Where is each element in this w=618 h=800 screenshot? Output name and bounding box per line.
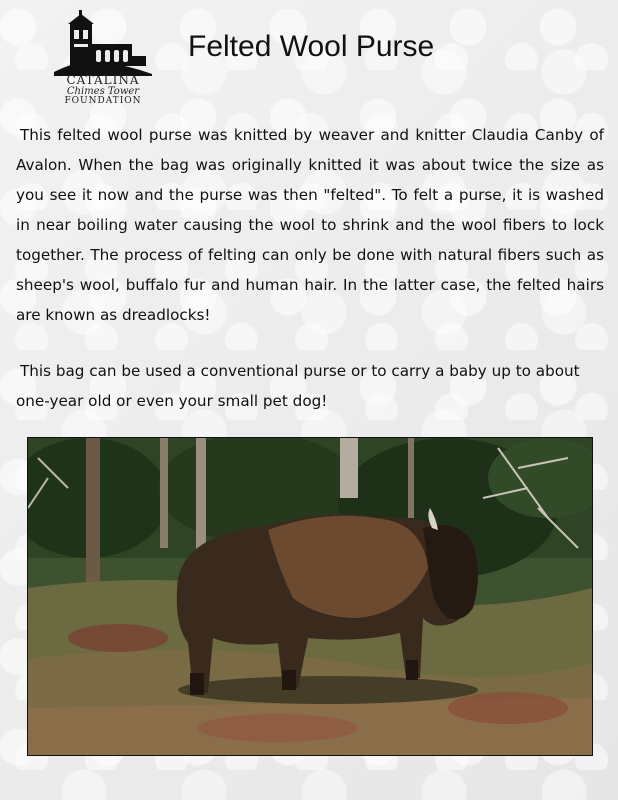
paragraph-usage: This bag can be used a conventional purse or to carry a baby up to about one-year old or even your small pet dog! (16, 362, 580, 410)
bison-photo (27, 437, 593, 756)
logo-line-chimes-tower: Chimes Tower (66, 85, 140, 97)
chimes-tower-silhouette-icon (52, 10, 154, 76)
logo-line-catalina: CATALINA (66, 73, 140, 87)
page-title: Felted Wool Purse (188, 30, 435, 63)
foundation-logo (52, 10, 154, 116)
paragraph-description: This felted wool purse was knitted by weaver and knitter Claudia Canby of Avalon. When the bag was originally knitted it was about twice the size as you see it now and the purse was then "felted". To felt a purse, it is washed in near boiling water causing the wool to shrink and the wool fibers to lock together. The process of felting can only be done with natural fibers such as sheep's wool, buffalo fur and human hair. In the latter case, the felted hairs are known as dreadlocks! (16, 126, 604, 324)
logo-line-foundation: FOUNDATION (64, 96, 142, 107)
